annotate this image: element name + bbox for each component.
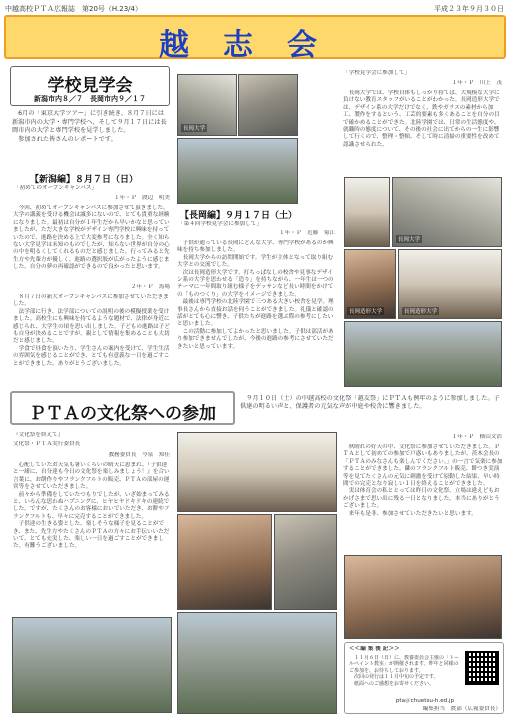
festival-left-author-2: 教務委員長 今泉 知佳 bbox=[108, 452, 170, 458]
design-photo-1 bbox=[344, 249, 396, 319]
niigata-report-1: 今回、初めてオープンキャンパスに参加させて頂きました。大学の講義を受ける機会は滅多にないので、とても貴重な経験になりました。最初は自分が１年生だから早いかなと思っていましたが、ただ大きな学校がデザイン専門学校に興味を持っていたので、進路を決める上で大変参考になりました。全く知らない大学見学は未知のものでしたが、知らない世界が自分の心の中を明るくしてくれるものだと感じました。行ってみると先生方や先輩方が優しく、進路の選択肢が広がったように感じました。自分の夢の再確認ができるので良かったと思います。 bbox=[13, 205, 170, 271]
festival-right-report: 秋晴れの好天の中、文化祭に参加させていただきました。ＰＴＡとして初めての参加で戸惑いもありましたが、茨木会長の「ＰＴＡのみなさんも楽しんでください。」の一言で気楽に参加することができました。隣のフランクフルト販売、餅つき実演等を見てたくさんの元気に刺激を受けて原動した結果、早い時間での完売となり寂しい１日を終えることができました。 実は体育会の私ととっては昨日の文化祭、立場は違えどもおかげさまで思い出に残る一日となりました。本当にありがとうございました。 来年も是非、参加させていただきたいと思います。 bbox=[343, 444, 503, 517]
hall-photo bbox=[344, 321, 502, 387]
right-report: 長岡大学では、学校自体もしっかり持てば、大規模な大学に負けない教育スタッフがいることがわかった。長岡造形大学では、デザイン系の大学だけでなく、鉄やガラスの素材から加工、製作をするという、工芸的要素も多くあることを自分の目で確かめることができた。北陸学園では、日常の生活態度や、就職時の態度について、その後の社会に出てからの一生に影響して行くので、整理・整頓、そして時に清掃の重要性を改めて認識させられた。 bbox=[343, 90, 500, 148]
newsletter-issue-info: 中越高校ＰＴＡ広報誌 第20号（H.23/4） bbox=[5, 5, 142, 13]
festival-left-subheading: 『文化祭を終えて』 bbox=[13, 432, 64, 438]
workshop-photo-2 bbox=[392, 177, 502, 247]
festival-group-photo bbox=[344, 555, 502, 639]
festival-stall-photo-2 bbox=[274, 514, 337, 610]
festival-stall-photo-1 bbox=[177, 514, 272, 610]
school-visit-title: 学校見学会 bbox=[47, 76, 133, 96]
niigata-author-1: １年・Ｐ 渡辺 明美 bbox=[114, 195, 170, 201]
festival-right-author: １年・Ｐ 横山文浩 bbox=[451, 434, 502, 440]
school-visit-subtitle: 新潟市内８／７ 長岡市内９／１７ bbox=[34, 95, 146, 103]
festival-left-report: 心配していたお天気も暑いくらいの晴天に恵まれ、『子供達と一緒に、自分達も今日の文化祭を楽しみましょう！』を合い言葉に、お餅作りやフランクフルトの販売、ＰＴＡの部屋の運営等をさせていただきました。 前々から準備をしていたつもりでしたが、いざ始まってみると、いろんな思わぬハプニングに、ヒヤヒヤドキドキの連続でした。ですが、たくさんのお客様においでいただき、お餅やフランクフルトも、早々に完売することができました。 子供達の生きる姿とした、楽しそうな様子を見ることができ、また、先生方やたくさんのＰＴＡの方々にお手伝いいただいて、とても充実した、楽しい一日を過ごすことができました。有難うございました。 bbox=[13, 462, 170, 550]
niigata-report-2: ８月７日の新大オープンキャンパスに参加させていただきました。 法学部に行き、法学部についての説明の後の模擬授業を受けました。高校生にも興味を持てるような題材で、法律が身近に感じられ、大学生の頃を思い出しました。子どもの進路は子ども自身が決めることですが、親として情報を集めることも大切だと感じました。 学食で昼食を頂いたり、学生さんの案内を受けて、学生生活の雰囲気を感じることができ、とても有意義な一日を過ごすことができました。ありがとうございました。 bbox=[13, 294, 170, 367]
nagaoka-heading: 【長岡編】９月１７日（土） bbox=[180, 211, 298, 221]
contact-email: pta＠chuetsu-h.ed.jp bbox=[395, 698, 455, 704]
school-visit-title-box bbox=[10, 66, 170, 106]
festival-crowd-photo-1 bbox=[12, 617, 172, 713]
nagaoka-subheading: 「第４回学校見学会に参加して」 bbox=[178, 221, 262, 227]
publication-date: 平成２３年９月３０日 bbox=[434, 5, 504, 13]
nagaoka-author-1: １年・Ｐ 近藤 菊江 bbox=[279, 230, 335, 236]
photo-caption: 長岡大学 bbox=[183, 126, 206, 132]
niigata-subheading: 「初めてのオープンキャンパス」 bbox=[14, 185, 98, 191]
festival-left-author: 文化祭・ＰＴＡ実行委員長 bbox=[13, 441, 81, 447]
lecture-photo bbox=[177, 74, 237, 136]
classroom-photo bbox=[238, 74, 298, 136]
workshop-photo-1 bbox=[344, 177, 390, 247]
photo-caption: 長岡造形大学 bbox=[404, 309, 438, 315]
editor-note-box bbox=[344, 642, 504, 714]
editor-note-body: １１月６日（日）に、教養委員会主催の「トールペイント教室」が開催されます。昨年と同様のご参加を、お待ちしております。 次回の発行は１１月中旬の予定です。 紙面へのご感想をお寄せください。 bbox=[349, 655, 460, 687]
design-photo-2 bbox=[398, 249, 502, 319]
editor-note-title: ＜＜編 集 後 記＞＞ bbox=[349, 646, 400, 652]
festival-tent-photo bbox=[177, 432, 337, 512]
right-subheading: 「学校見学会に参加して」 bbox=[343, 70, 411, 76]
school-visit-intro: 6月の「東京大学ツアー」に引き続き、８月７日には新潟市内の大学・専門学校へ、そして９月１７日には長岡市内の大学と専門学校を見学しました。 参加された皆さんのレポートです。 bbox=[12, 110, 167, 143]
festival-title: ＰＴＡの文化祭への参加 bbox=[29, 404, 216, 424]
photo-caption: 長岡大学 bbox=[398, 237, 421, 243]
masthead-banner bbox=[4, 15, 506, 63]
right-author: １年・Ｐ 川上 茂 bbox=[451, 80, 502, 86]
masthead-title: 越志会 bbox=[159, 28, 351, 63]
festival-title-box bbox=[10, 391, 235, 425]
editor-credit: 編集担当 渡部（広報委員長） bbox=[422, 706, 501, 712]
niigata-author-2: ２年・Ｐ 馬場 bbox=[130, 284, 170, 290]
campus-courtyard-photo bbox=[177, 138, 298, 204]
festival-lead: ９月１０日（土）の中越高校の文化祭「越友祭」にＰＴＡも例年のように参加しました。子供達の明るい声と、保護者の元気な声が中庭や校舎に響きました。 bbox=[240, 395, 500, 411]
niigata-heading: 【新潟編】８月７日（日） bbox=[30, 175, 139, 185]
photo-caption: 長岡造形大学 bbox=[349, 309, 383, 315]
festival-mochi-photo bbox=[177, 612, 337, 714]
nagaoka-report: 子供が通っている長岡にどんな大学、専門学校があるのか興味を持ち参加しました。 長岡大学からの訪問開始です。学生が主体となって取り組む大学との交流でした。 次は長岡造形大学です。打ちっぱなしの校舎や見事なデザイン系の大学を思わせる「造り」を持ちながら、一年生は一つのテーマに一年間取り組む様子をデッサンなど長い時間をかけての「ものつくり」の大学をイメージできました。 最後は専門学校の北陸学園で三つある大きい校舎を見学。理事長さんから直接お話を伺うことができました。礼儀と確認の話がとても心に響き、子供たちが進路を選ぶ際の参考にしたいと思いました。 この活動に参加してよかったと思いました。子供は部活があり参加できませんでしたが、今後の進路の参考にさせていただきたいと思っています。 bbox=[177, 240, 334, 350]
qr-code-icon[interactable] bbox=[465, 651, 499, 685]
